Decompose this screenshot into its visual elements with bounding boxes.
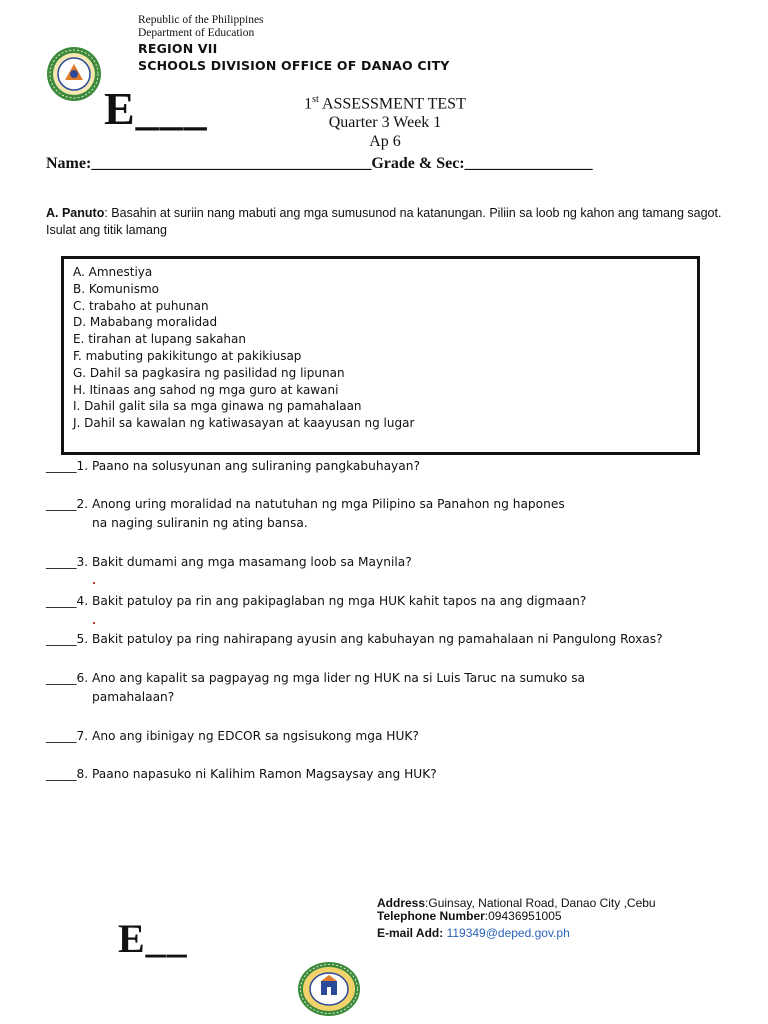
question-5: [46, 630, 663, 649]
question-8: [46, 765, 437, 784]
telephone-line: [377, 909, 562, 924]
question-2-continued: na naging suliranin ng ating bansa.: [92, 516, 308, 530]
choices-box: [61, 256, 700, 455]
division-seal-logo: [46, 46, 102, 102]
answer-blank: _____1.: [46, 459, 89, 473]
choice-item: I. Dahil galit sila sa mga ginawa ng pamahalaan: [73, 399, 362, 414]
red-mark: [93, 622, 95, 624]
question-3: [46, 553, 412, 572]
email-link[interactable]: 119349@deped.gov.ph: [446, 926, 570, 940]
code-label-top: E___: [104, 83, 208, 134]
question-text: Bakit dumami ang mga masamang loob sa Maynila?: [91, 555, 412, 569]
title-subject: Ap 6: [369, 133, 401, 150]
instructions: [46, 205, 722, 239]
header-region: REGION VII: [138, 41, 218, 56]
title-superscript: st: [312, 94, 319, 105]
red-mark: [93, 582, 95, 584]
question-text: Ano ang kapalit sa pagpayag ng mga lider ng HUK na si Luis Taruc na sumuko sa: [91, 671, 586, 685]
answer-blank: _____7.: [46, 729, 89, 743]
email-line: [377, 926, 570, 941]
title-number: 1: [304, 95, 313, 113]
choice-item: F. mabuting pakikitungo at pakikiusap: [73, 348, 302, 363]
title-quarter: Quarter 3 Week 1: [328, 114, 442, 131]
question-text: Bakit patuloy pa rin ang pakipaglaban ng mga HUK kahit tapos na ang digmaan?: [91, 594, 587, 608]
question-7: [46, 727, 419, 746]
question-6-continued: pamahalaan?: [92, 690, 175, 704]
answer-blank: _____6.: [46, 671, 89, 685]
choice-item: B. Komunismo: [73, 281, 159, 296]
question-text: Paano na solusyunan ang suliraning pangkabuhayan?: [91, 459, 420, 473]
email-label: E-mail Add:: [377, 926, 447, 940]
instructions-label: A. Panuto: [46, 206, 105, 220]
header-department: Department of Education: [138, 27, 255, 39]
choice-item: D. Mababang moralidad: [73, 315, 218, 330]
header-division: SCHOOLS DIVISION OFFICE OF DANAO CITY: [138, 58, 450, 73]
question-text: Ano ang ibinigay ng EDCOR sa ngsisukong mga HUK?: [91, 729, 419, 743]
telephone-label: Telephone Number: [377, 909, 485, 923]
name-grade-line: Name:___________________________________Grade & Sec:________________: [46, 155, 593, 172]
choice-item: J. Dahil sa kawalan ng katiwasayan at kaayusan ng lugar: [73, 416, 415, 431]
choice-item: G. Dahil sa pagkasira ng pasilidad ng lipunan: [73, 365, 345, 380]
code-label-bottom: E__: [118, 916, 188, 961]
answer-blank: _____4.: [46, 594, 89, 608]
question-text: Bakit patuloy pa ring nahirapang ayusin ang kabuhayan ng pamahalaan ni Pangulong Roxas?: [91, 632, 663, 646]
question-2: [46, 495, 565, 514]
title-rest: ASSESSMENT TEST: [318, 95, 466, 113]
address-value: :Guinsay, National Road, Danao City ,Cebu: [425, 896, 656, 910]
school-seal-logo: [297, 961, 361, 1017]
answer-blank: _____3.: [46, 555, 89, 569]
question-6: [46, 669, 585, 688]
question-text: Anong uring moralidad na natutuhan ng mga Pilipino sa Panahon ng hapones: [91, 497, 565, 511]
title-assessment: [230, 94, 540, 113]
question-1: [46, 457, 420, 476]
choice-item: E. tirahan at lupang sakahan: [73, 332, 246, 347]
answer-blank: _____2.: [46, 497, 89, 511]
choice-item: H. Itinaas ang sahod ng mga guro at kawani: [73, 382, 339, 397]
header-republic: Republic of the Philippines: [138, 14, 264, 26]
choice-item: C. trabaho at puhunan: [73, 298, 209, 313]
question-4: [46, 592, 586, 611]
answer-blank: _____5.: [46, 632, 89, 646]
address-label: Address: [377, 896, 426, 910]
choice-item: A. Amnestiya: [73, 265, 153, 279]
instructions-text: : Basahin at suriin nang mabuti ang mga sumusunod na katanungan. Piliin sa loob ng kahon ang tamang sagot. Isulat ang titik lamang: [46, 206, 722, 237]
answer-blank: _____8.: [46, 767, 89, 781]
question-text: Paano napasuko ni Kalihim Ramon Magsaysay ang HUK?: [91, 767, 437, 781]
telephone-value: :09436951005: [484, 909, 562, 923]
